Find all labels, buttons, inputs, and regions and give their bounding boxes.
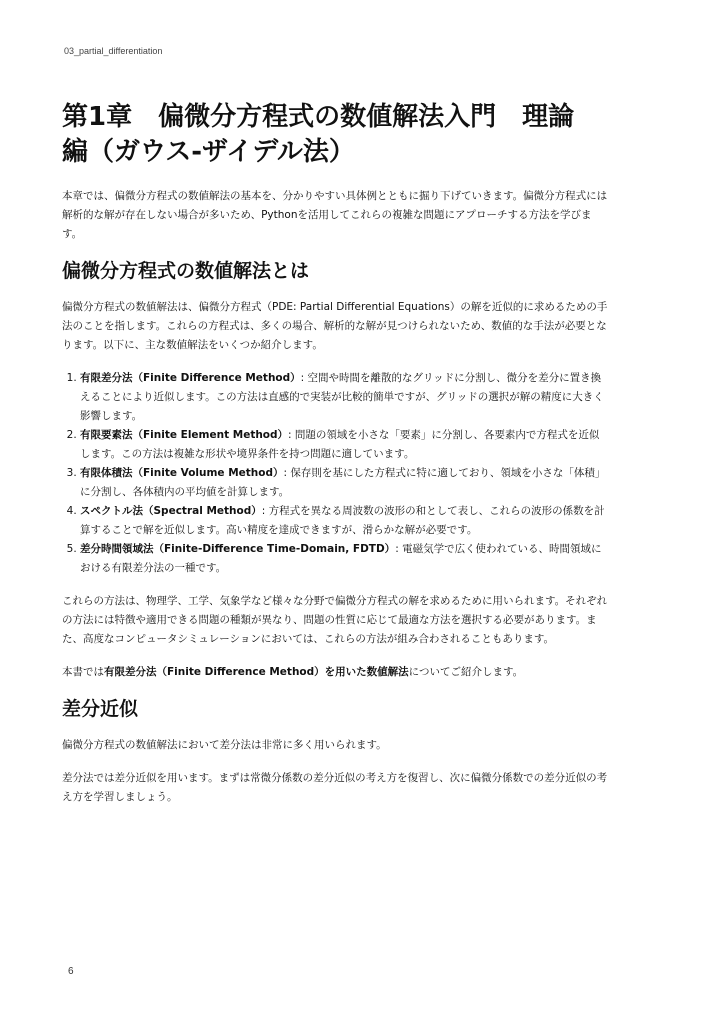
section-heading-difference-approximation: 差分近似 [62, 698, 139, 720]
method-name: 有限要素法（Finite Element Method） [80, 429, 289, 441]
chapter-title [62, 100, 608, 170]
method-description: : 方程式を異なる周波数の波形の和として表し、これらの波形の係数を計算することで解を近似します。高い精度を達成できますが、滑らかな解が必要です。 [80, 505, 605, 536]
method-name: 有限差分法（Finite Difference Method） [80, 372, 301, 384]
method-description: : 問題の領域を小さな「要素」に分割し、各要素内で方程式を近似します。この方法は複雑な形状や境界条件を持つ問題に適しています。 [80, 429, 600, 460]
section2-paragraph2: 差分法では差分近似を用います。まずは常微分係数の差分近似の考え方を復習し、次に偏微分係数での差分近似の考え方を学習しましょう。 [62, 772, 608, 803]
section-heading-numerical-methods: 偏微分方程式の数値解法とは [62, 260, 310, 282]
list-item [80, 540, 608, 578]
chapter-title-line2: 編（ガウス-ザイデル法） [62, 137, 355, 167]
page-number: 6 [68, 966, 74, 977]
method-name: スペクトル法（Spectral Method） [80, 505, 262, 517]
method-description: : 電磁気学で広く使われている、時間領域における有限差分法の一種です。 [80, 543, 602, 574]
method-name: 差分時間領域法（Finite-Difference Time-Domain, FDTD） [80, 543, 396, 555]
list-item [80, 426, 608, 464]
method-description: : 保存則を基にした方程式に特に適しており、領域を小さな「体積」に分割し、各体積内の平均値を計算します。 [80, 467, 606, 498]
chapter-title-line1: 第1章 偏微分方程式の数値解法入門 理論 [62, 102, 575, 132]
list-item [80, 464, 608, 502]
methods-list [62, 369, 608, 578]
page-content [62, 100, 608, 821]
section1-paragraph2: これらの方法は、物理学、工学、気象学など様々な分野で偏微分方程式の解を求めるために用いられます。それぞれの方法には特徴や適用できる問題の種類が異なり、問題の性質に応じて最適な方法を選択する必要があります。また、高度なコンピュータシミュレーションにおいては、これらの方法が組み合わされることもあります。 [62, 595, 608, 645]
chapter-intro: 本章では、偏微分方程式の数値解法の基本を、分かりやすい具体例とともに掘り下げていきます。偏微分方程式には解析的な解が存在しない場合が多いため、Pythonを活用してこれらの複雑な問題にアプローチする方法を学びます。 [62, 190, 608, 240]
para3-emphasis: 有限差分法（Finite Difference Method）を用いた数値解法 [104, 666, 409, 678]
para3-suffix: についてご紹介します。 [408, 666, 524, 678]
section2-paragraph1: 偏微分方程式の数値解法において差分法は非常に多く用いられます。 [62, 739, 387, 751]
para3-prefix: 本書では [62, 666, 104, 678]
method-description: : 空間や時間を離散的なグリッドに分割し、微分を差分に置き換えることにより近似します。この方法は直感的で実装が比較的簡単ですが、グリッドの選択が解の精度に大きく影響します。 [80, 372, 604, 422]
method-name: 有限体積法（Finite Volume Method） [80, 467, 284, 479]
running-header: 03_partial_differentiation [64, 46, 163, 56]
list-item [80, 502, 608, 540]
section1-paragraph3 [62, 663, 608, 682]
list-item [80, 369, 608, 426]
section1-paragraph1: 偏微分方程式の数値解法は、偏微分方程式（PDE: Partial Differential Equations）の解を近似的に求めるための手法のことを指します。これらの方程式は、多くの場合、解析的な解が見つけられないため、数値的な手法が必要となります。以下に、主な数値解法をいくつか紹介します。 [62, 301, 608, 351]
